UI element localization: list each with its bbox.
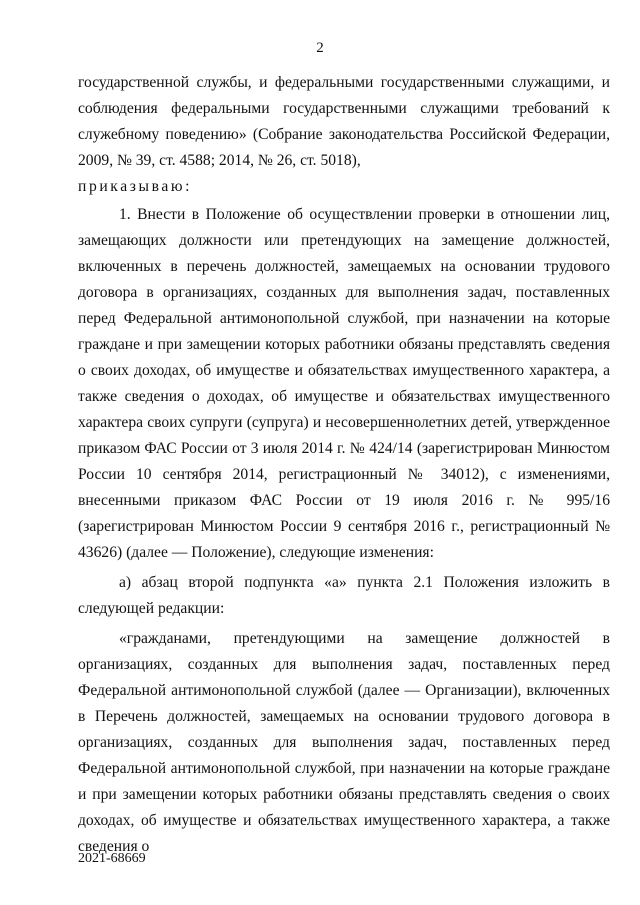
document-id: 2021-68669 [78,851,146,866]
document-body [78,70,610,860]
paragraph-order-word: приказываю: [78,178,193,195]
page-number: 2 [316,40,324,56]
paragraph-new-wording: «гражданами, претендующими на замещение должностей в организациях, созданных для выполнения задач, поставленных перед Федеральной антимонопольной службой (далее — Организации), включенных в Перечень должностей, замещаемых на основании трудового договора в организациях, созданных для выполнения задач, поставленных перед Федеральной антимонопольной службой, при назначении на которые граждане и при замещении которых работники обязаны представлять сведения о своих доходах, об имуществе и обязательствах имущественного характера, а также сведения о [78,630,610,855]
paragraph-continuation: государственной службы, и федеральными государственными служащими, и соблюдения федеральными государственными служащими требований к служебному поведению» (Собрание законодательства Российской Федерации, 2009, № 39, ст. 4588; 2014, № 26, ст. 5018), [78,74,610,169]
paragraph-item-1: 1. Внести в Положение об осуществлении проверки в отношении лиц, замещающих должности или претендующих на замещение должностей, включенных в перечень должностей, замещаемых на основании трудового договора в организациях, созданных для выполнения задач, поставленных перед Федеральной антимонопольной службой, при назначении на которые граждане и при замещении которых работники обязаны представлять сведения о своих доходах, об имуществе и обязательствах имущественного характера, а также сведения о доходах, об имуществе и обязательствах имущественного характера своих супруги (супруга) и несовершеннолетних детей, утвержденное приказом ФАС России от 3 июля 2014 г. № 424/14 (зарегистрирован Минюстом России 10 сентября 2014, регистрационный № 34012), с изменениями, внесенными приказом ФАС России от 19 июля 2016 г. № 995/16 (зарегистрирован Минюстом России 9 сентября 2016 г., регистрационный № 43626) (далее — Положение), следующие изменения: [78,206,610,561]
paragraph-item-a: а) абзац второй подпункта «а» пункта 2.1 Положения изложить в следующей редакции: [78,574,610,617]
